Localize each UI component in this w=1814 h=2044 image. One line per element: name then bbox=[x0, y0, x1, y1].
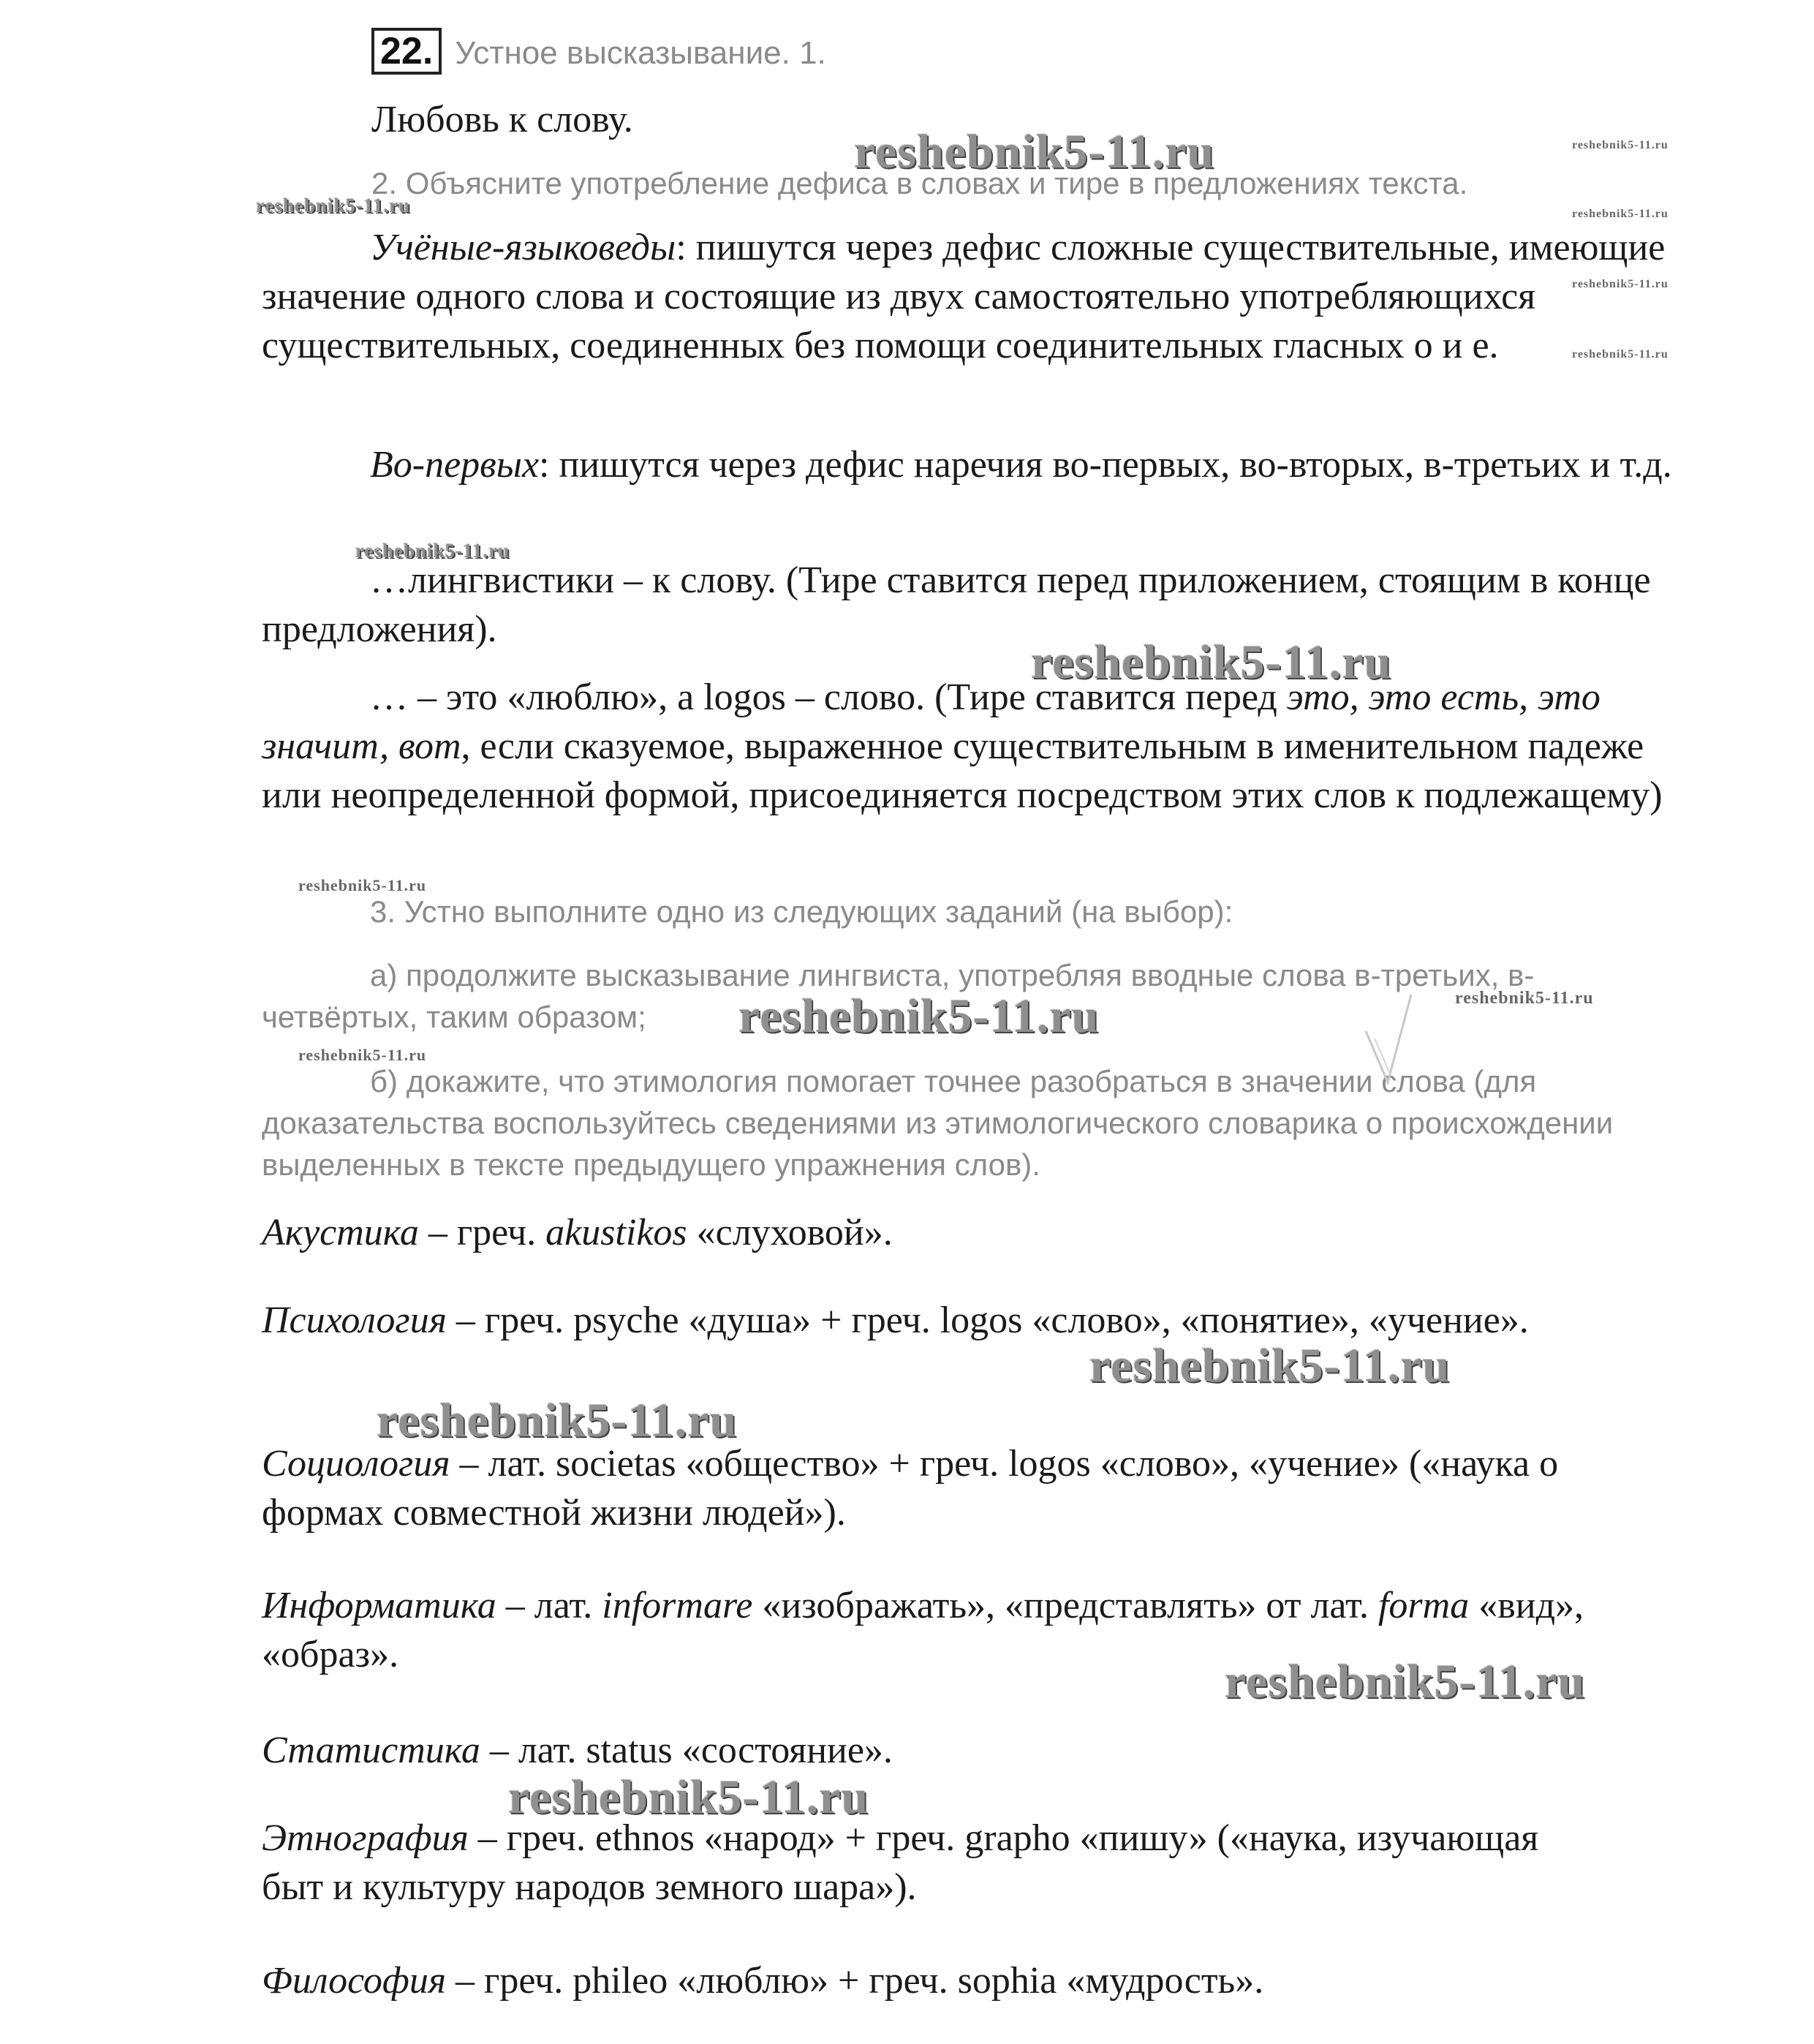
etym-filosofiya bbox=[262, 1956, 1688, 2005]
etym-pre: – греч. ethnos «народ» + греч. grapho «пишу» («наука, изучающая быт и культуру народов земного шара»). bbox=[262, 1817, 1539, 1908]
etym-akustika bbox=[262, 1208, 1688, 1257]
etym-post: «слуховой». bbox=[687, 1212, 893, 1253]
watermark: reshebnik5-11.ru bbox=[377, 1394, 738, 1447]
check-mark-icon bbox=[1358, 987, 1417, 1090]
watermark: reshebnik5-11.ru bbox=[1572, 139, 1668, 151]
etym-italic: akustikos bbox=[545, 1212, 687, 1253]
etym-statistika bbox=[262, 1726, 1688, 1775]
p1-text: : пишутся через дефис сложные существительные, имеющие значение одного слова и состоящие из двух самостоятельно употребляющихся существительных, соединенных без помощи соединительных гласных о и е. bbox=[262, 227, 1666, 366]
exercise-number: 22. bbox=[371, 28, 442, 75]
etym-term: Этнография bbox=[262, 1817, 469, 1859]
etym-term: Философия bbox=[262, 1960, 447, 2002]
p4-italic: это, это есть, это значит, вот bbox=[262, 676, 1601, 767]
task2-paragraph-4 bbox=[262, 673, 1688, 820]
task3-prompt: 3. Устно выполните одно из следующих заданий (на выбор): bbox=[370, 894, 1233, 929]
p4-end: , если сказуемое, выраженное существительным в именительном падеже или неопределенной формой, присоединяется посредством этих слов к подлежащему) bbox=[262, 725, 1663, 816]
topic-line: Любовь к слову. bbox=[371, 99, 633, 140]
watermark: reshebnik5-11.ru bbox=[1225, 1655, 1586, 1708]
watermark: reshebnik5-11.ru bbox=[508, 1770, 869, 1824]
watermark: reshebnik5-11.ru bbox=[1031, 636, 1392, 689]
watermark: reshebnik5-11.ru bbox=[256, 195, 411, 216]
watermark: reshebnik5-11.ru bbox=[1572, 278, 1668, 290]
task2-paragraph-3: …лингвистики – к слову. (Тире ставится перед приложением, стоящим в конце предложения). bbox=[262, 559, 1651, 650]
watermark: reshebnik5-11.ru bbox=[1089, 1339, 1451, 1392]
task-title: Устное высказывание. 1. bbox=[455, 35, 826, 71]
p4-start: … – это «люблю», a logos – слово. (Тире ставится перед bbox=[370, 676, 1287, 718]
watermark: reshebnik5-11.ru bbox=[738, 989, 1100, 1043]
watermark: reshebnik5-11.ru bbox=[355, 540, 510, 562]
etym-term: Акустика bbox=[262, 1212, 419, 1253]
etym-term: Статистика bbox=[262, 1730, 480, 1771]
watermark: reshebnik5-11.ru bbox=[854, 125, 1215, 178]
task2-paragraph-2 bbox=[262, 440, 1688, 489]
watermark: reshebnik5-11.ru bbox=[298, 1046, 427, 1064]
etym-pre: – лат. status «состояние». bbox=[480, 1730, 893, 1771]
term-vo-pervyh: Во-первых bbox=[370, 444, 540, 486]
etym-pre: – греч. phileo «люблю» + греч. sophia «мудрость». bbox=[446, 1960, 1264, 2002]
etym-term: Психология bbox=[262, 1300, 447, 1341]
etym-term: Информатика bbox=[262, 1585, 496, 1626]
etym-italic2: forma bbox=[1377, 1585, 1470, 1626]
p2-text: : пишутся через дефис наречия во-первых, во-вторых, в-третьих и т.д. bbox=[539, 444, 1672, 486]
task3-option-a: а) продолжите высказывание лингвиста, употребляя вводные слова в-третьих, в-четвёртых, таким образом; bbox=[262, 958, 1535, 1034]
etym-term: Социология bbox=[262, 1443, 450, 1485]
etym-sociologiya bbox=[262, 1439, 1578, 1537]
etym-italic: informare bbox=[602, 1585, 753, 1626]
task3-option-b: б) докажите, что этимология помогает точнее разобраться в значении слова (для доказательства воспользуйтесь сведениями из этимологического словарика о происхождении выделенных в тексте предыдущего упражнения слов). bbox=[262, 1064, 1614, 1182]
watermark: reshebnik5-11.ru bbox=[1455, 989, 1594, 1008]
etym-post2: «вид», «образ». bbox=[262, 1585, 1584, 1675]
etym-pre: – лат. societas «общество» + греч. logos «слово», «учение» («наука о формах совместной жизни людей»). bbox=[262, 1443, 1559, 1534]
etym-pre: – лат. bbox=[496, 1585, 602, 1626]
watermark: reshebnik5-11.ru bbox=[298, 876, 427, 894]
watermark: reshebnik5-11.ru bbox=[1572, 208, 1668, 220]
exercise-header bbox=[371, 28, 1797, 75]
task2-prompt: 2. Объясните употребление дефиса в словах и тире в предложениях текста. bbox=[371, 166, 1468, 200]
etym-post: «изображать», «представлять» от лат. bbox=[752, 1585, 1378, 1626]
etym-pre: – греч. psyche «душа» + греч. logos «слово», «понятие», «учение». bbox=[446, 1300, 1529, 1341]
watermark: reshebnik5-11.ru bbox=[1572, 348, 1668, 361]
term-uchenye: Учёные-языковеды bbox=[370, 227, 676, 268]
etym-etnografiya bbox=[262, 1814, 1578, 1912]
task2-paragraph-1 bbox=[262, 223, 1688, 370]
etym-pre: – греч. bbox=[418, 1212, 546, 1253]
etym-psihologiya bbox=[262, 1296, 1578, 1345]
